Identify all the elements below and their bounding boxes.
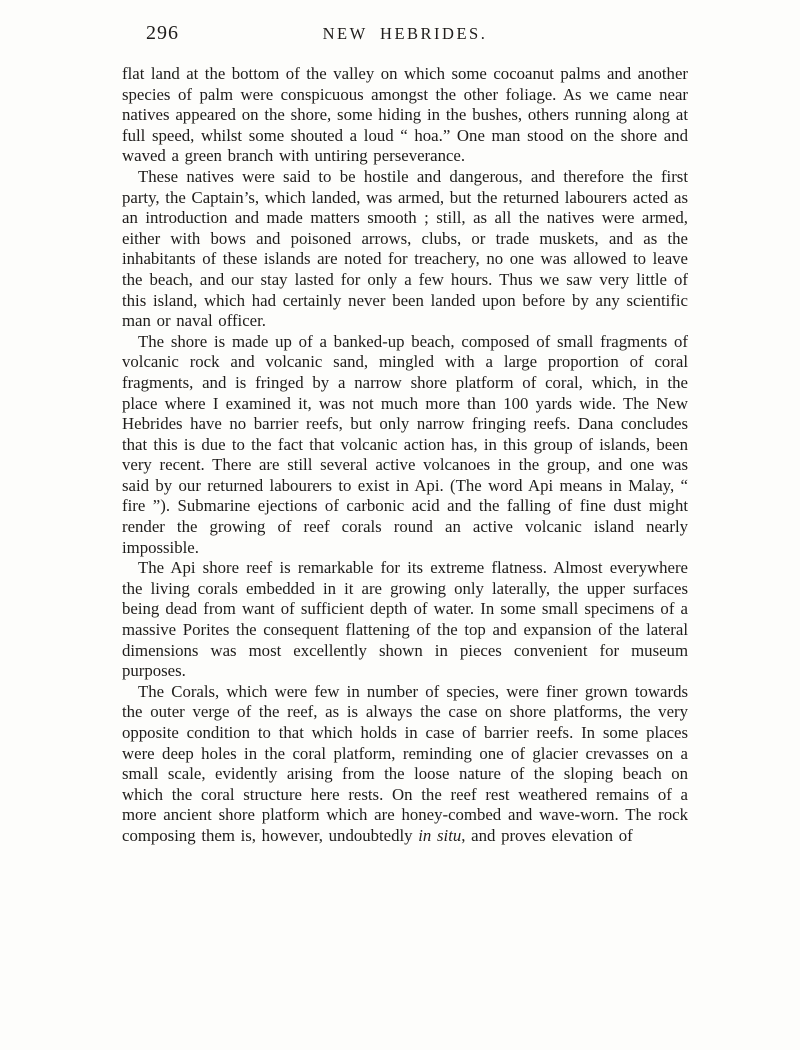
paragraph-text: , and proves elevation of <box>461 825 633 845</box>
paragraph: The shore is made up of a banked-up beach, composed of small fragments of volcanic rock and volcanic sand, mingled with a large proportion of coral fragments, and is fringed by a narrow shore platform of coral, which, in the place where I examined it, was not much more than 100 yards wide. The New Hebrides have no barrier reefs, but only narrow fringing reefs. Dana concludes that this is due to the fact that volcanic action has, in this group of islands, been very recent. There are still several active volcanoes in the group, and one was said by our returned labourers to exist in Api. (The word Api means in Malay, “ fire ”). Submarine ejections of carbonic acid and the falling of fine dust might render the growing of reef corals round an active volcanic island nearly impossible. <box>122 331 688 557</box>
paragraph: flat land at the bottom of the valley on which some cocoanut palms and another species of palm were conspicuous amongst the other foliage. As we came near natives appeared on the shore, some hiding in the bushes, others running along at full speed, whilst some shouted a loud “ hoa.” One man stood on the shore and waved a green branch with untiring perseverance. <box>122 64 688 166</box>
paragraph: These natives were said to be hostile and dangerous, and therefore the first party, the Captain’s, which landed, was armed, but the returned labourers acted as an introduction and made matters smooth ; still, as all the natives were armed, either with bows and poisoned arrows, clubs, or trade muskets, and as the inhabitants of these islands are noted for treachery, no one was allowed to leave the beach, and our stay lasted for only a few hours. Thus we saw very little of this island, which had certainly never been landed upon before by any scientific man or naval officer. <box>122 166 688 331</box>
page-number: 296 <box>146 22 179 44</box>
paragraph <box>122 682 688 847</box>
text-block <box>122 64 688 847</box>
italic-phrase: in situ <box>418 825 462 845</box>
paragraph: The Api shore reef is remarkable for its extreme flatness. Almost everywhere the living corals embedded in it are growing only laterally, the upper surfaces being dead from want of sufficient depth of water. In some small specimens of a massive Porites the consequent flattening of the top and expansion of the lateral dimensions was most excellently shown in pieces convenient for museum purposes. <box>122 558 688 681</box>
running-title: NEW HEBRIDES. <box>322 24 488 43</box>
page-header <box>122 20 688 52</box>
paragraph-text: The Corals, which were few in number of species, were finer grown towards the outer verge of the reef, as is always the case on shore platforms, the very opposite condition to that which holds in case of barrier reefs. In some places were deep holes in the coral platform, reminding one of glacier crevasses on a small scale, evidently arising from the loose nature of the sloping beach on which the coral structure here rests. On the reef rest weathered remains of a more ancient shore platform which are honey-combed and wave-worn. The rock composing them is, however, undoubtedly <box>122 681 688 845</box>
